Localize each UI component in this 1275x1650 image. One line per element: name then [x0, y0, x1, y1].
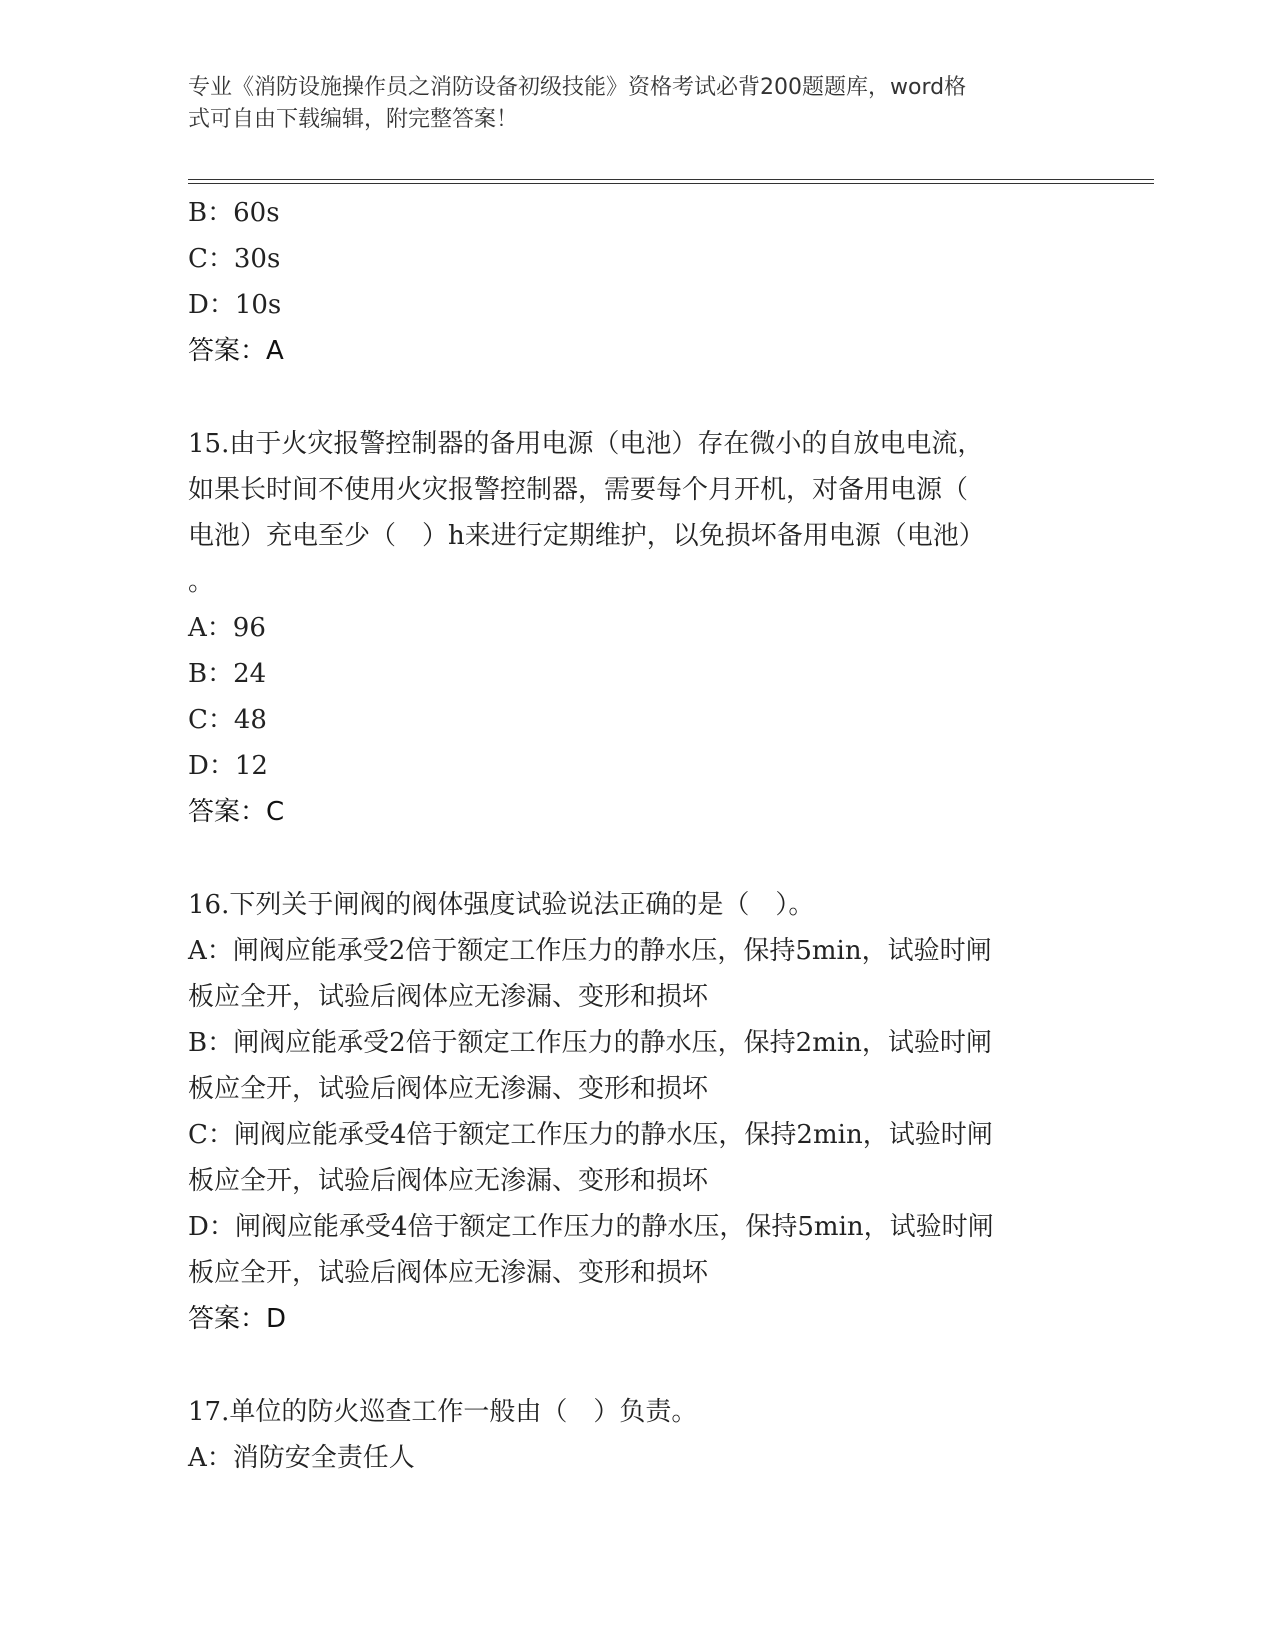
- q14-answer: 答案：A: [188, 336, 284, 366]
- q16-option-a-line-1: A：闸阀应能承受2倍于额定工作压力的静水压，保持5min，试验时闸: [188, 936, 992, 966]
- q14-option-d: D：10s: [188, 290, 282, 320]
- q16-stem: 16.下列关于闸阀的阀体强度试验说法正确的是（ ）。: [188, 890, 815, 920]
- header-line-2: 式可自由下载编辑，附完整答案！: [188, 107, 519, 132]
- q16-option-a-line-2: 板应全开，试验后阀体应无渗漏、变形和损坏: [188, 982, 709, 1012]
- header-line-1: 专业《消防设施操作员之消防设备初级技能》资格考试必背200题题库，word格: [188, 75, 967, 100]
- q14-option-c: C：30s: [188, 244, 281, 274]
- q17-stem: 17.单位的防火巡查工作一般由（ ）负责。: [188, 1397, 698, 1427]
- q15-option-a: A：96: [188, 613, 266, 643]
- q16-option-d-line-2: 板应全开，试验后阀体应无渗漏、变形和损坏: [188, 1258, 709, 1288]
- header-divider-top: [188, 179, 1154, 180]
- q16-option-c-line-1: C：闸阀应能承受4倍于额定工作压力的静水压，保持2min，试验时闸: [188, 1120, 993, 1150]
- q14-option-b: B：60s: [188, 198, 280, 228]
- q16-answer: 答案：D: [188, 1304, 287, 1334]
- q16-option-c-line-2: 板应全开，试验后阀体应无渗漏、变形和损坏: [188, 1166, 709, 1196]
- q15-option-b: B：24: [188, 659, 267, 689]
- q16-option-b-line-2: 板应全开，试验后阀体应无渗漏、变形和损坏: [188, 1074, 709, 1104]
- q15-option-c: C：48: [188, 705, 267, 735]
- q17-option-a: A：消防安全责任人: [188, 1443, 415, 1473]
- q15-stem-line-4: 。: [188, 567, 215, 597]
- q15-stem-line-1: 15.由于火灾报警控制器的备用电源（电池）存在微小的自放电电流，: [188, 429, 984, 459]
- q15-stem-line-3: 电池）充电至少（ ）h来进行定期维护，以免损坏备用电源（电池）: [188, 521, 985, 551]
- q15-answer: 答案：C: [188, 797, 285, 827]
- q16-option-d-line-1: D：闸阀应能承受4倍于额定工作压力的静水压，保持5min，试验时闸: [188, 1212, 994, 1242]
- document-header: [188, 72, 1068, 136]
- q15-option-d: D：12: [188, 751, 268, 781]
- header-divider-bottom: [188, 183, 1154, 184]
- q16-option-b-line-1: B：闸阀应能承受2倍于额定工作压力的静水压，保持2min，试验时闸: [188, 1028, 992, 1058]
- q15-stem-line-2: 如果长时间不使用火灾报警控制器，需要每个月开机，对备用电源（: [188, 475, 969, 505]
